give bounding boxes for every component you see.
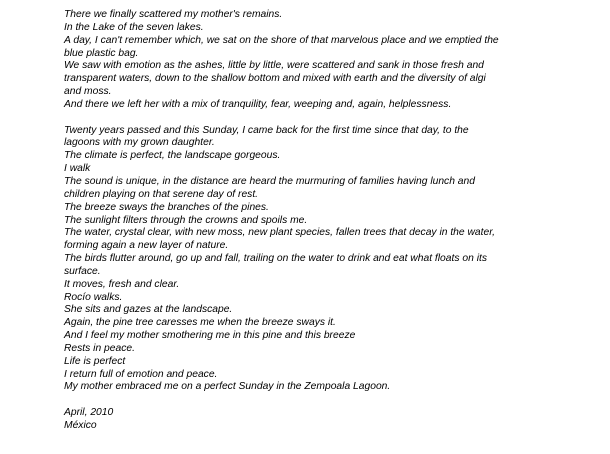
text-line: She sits and gazes at the landscape. <box>64 304 233 316</box>
place-line: México <box>64 420 97 431</box>
text-line: Again, the pine tree caresses me when the breeze sways it. <box>64 317 336 329</box>
text-line: children playing on that serene day of rest. <box>64 188 259 200</box>
text-line: There we finally scattered my mother's remains. <box>64 9 283 20</box>
text-line: A day, I can't remember which, we sat on the shore of that marvelous place and we emptied the <box>64 34 499 46</box>
text-line: My mother embraced me on a perfect Sunday in the Zempoala Lagoon. <box>64 381 391 393</box>
text-line: The water, crystal clear, with new moss, new plant species, fallen trees that decay in the water, <box>64 227 495 239</box>
text-line: The birds flutter around, go up and fall, trailing on the water to drink and eat what floats on its <box>64 253 487 265</box>
signature-block <box>64 407 604 433</box>
text-line: And I feel my mother smothering me in this pine and this breeze <box>64 330 356 342</box>
paragraph-break <box>64 394 604 407</box>
text-line: The breeze sways the branches of the pines. <box>64 201 269 213</box>
text-line: lagoons with my grown daughter. <box>64 137 215 149</box>
stanza-2 <box>64 125 604 395</box>
text-line: and moss. <box>64 86 112 98</box>
text-line: The climate is perfect, the landscape gorgeous. <box>64 150 281 162</box>
text-line: And there we left her with a mix of tranquility, fear, weeping and, again, helplessness. <box>64 98 452 110</box>
text-line: Rocío walks. <box>64 291 123 303</box>
text-line: In the Lake of the seven lakes. <box>64 21 204 33</box>
text-line: Twenty years passed and this Sunday, I came back for the first time since that day, to the <box>64 124 469 136</box>
stanza-1 <box>64 9 604 112</box>
text-line: The sunlight filters through the crowns and spoils me. <box>64 214 308 226</box>
text-line: Life is perfect <box>64 355 126 367</box>
text-line: We saw with emotion as the ashes, little by little, were scattered and sank in those fresh and <box>64 60 484 72</box>
text-line: forming again a new layer of nature. <box>64 240 229 252</box>
date-line: April, 2010 <box>64 407 114 419</box>
text-line: It moves, fresh and clear. <box>64 278 180 290</box>
text-line: I return full of emotion and peace. <box>64 368 218 380</box>
text-line: blue plastic bag. <box>64 47 139 59</box>
text-line: Rests in peace. <box>64 342 135 354</box>
text-line: transparent waters, down to the shallow bottom and mixed with earth and the diversity of algi <box>64 73 486 85</box>
poem-document <box>64 9 604 433</box>
text-line: The sound is unique, in the distance are heard the murmuring of families having lunch and <box>64 175 475 187</box>
text-line: surface. <box>64 265 101 277</box>
text-line: I walk <box>64 163 91 175</box>
paragraph-break <box>64 112 604 125</box>
